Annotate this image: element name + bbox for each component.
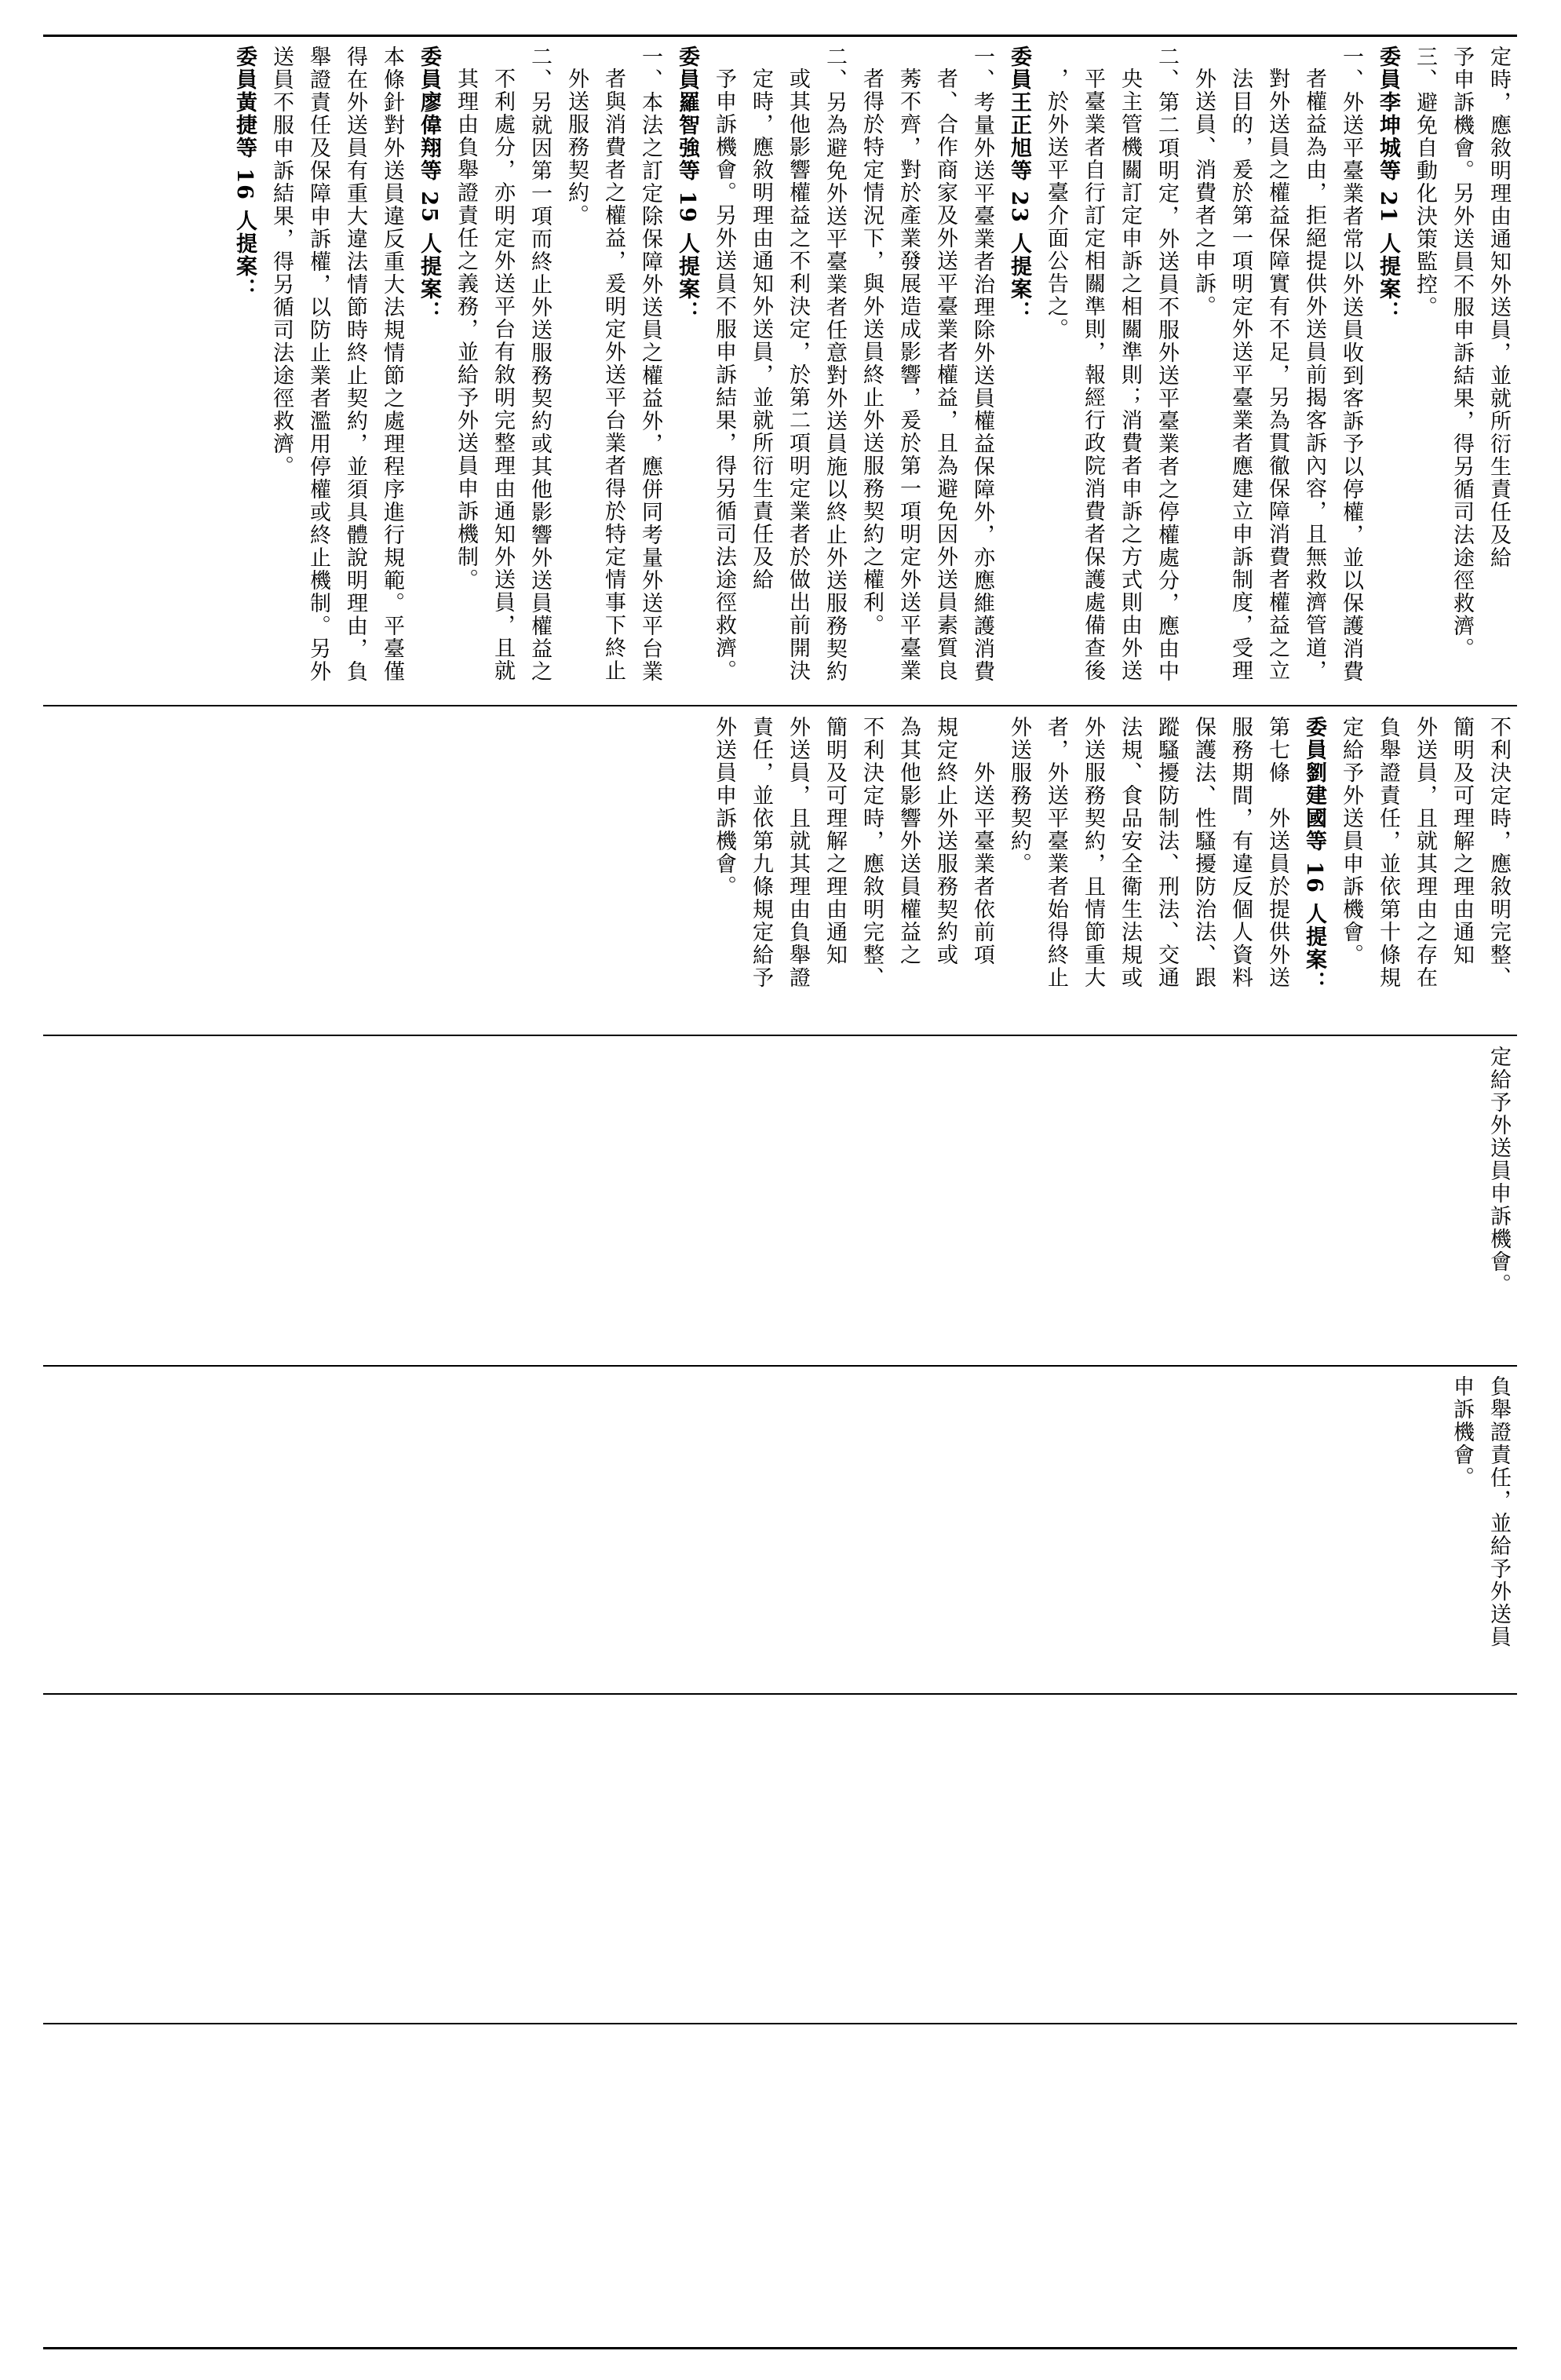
paragraph-line: 舉證責任及保障申訴權，以防止業者濫用停權或終止機制。另外	[306, 46, 330, 683]
paragraph-line: 送員不服申訴結果，得另循司法途徑救濟。	[269, 46, 294, 478]
paragraph-line: 外送服務契約，且情節重大	[1081, 716, 1105, 989]
proposal-heading: 委員李坤城等 21 人提案：	[1376, 46, 1400, 324]
paragraph-line: 法規、食品安全衛生法規或	[1118, 716, 1142, 989]
table-rule-2	[43, 1035, 1517, 1036]
paragraph-line: 蹤騷擾防制法、刑法、交通	[1154, 716, 1179, 989]
paragraph-line: 為其他影響外送員權益之	[896, 716, 921, 966]
paragraph-line: 者、合作商家及外送平臺業者權益，且為避免因外送員素質良	[933, 68, 957, 682]
paragraph-line: 責任，並依第九條規定給予	[749, 716, 773, 989]
paragraph-line: 或其他影響權益之不利決定，於第二項明定業者於做出前開決	[786, 68, 810, 682]
table-rule-top	[43, 35, 1517, 37]
proposal-text-column	[179, 716, 1517, 1028]
table-rule-bottom	[43, 2347, 1517, 2349]
paragraph-line: 予申訴機會。另外送員不服申訴結果，得另循司法途徑救濟。	[1450, 46, 1474, 660]
paragraph-line: 對外送員之權益保障實有不足，另為貫徹保障消費者權益之立	[1265, 68, 1289, 682]
paragraph-line: 外送員申訴機會。	[712, 716, 736, 898]
paragraph-line: 者權益為由，拒絕提供外送員前揭客訴內容，且無救濟管道，	[1302, 68, 1326, 682]
proposal-heading: 委員王正旭等 23 人提案：	[1007, 46, 1031, 324]
paragraph-line: 外送員，且就其理由之存在	[1413, 716, 1437, 989]
paragraph-line: 予申訴機會。另外送員不服申訴結果，得另循司法途徑救濟。	[712, 68, 736, 682]
paragraph-line: 者得於特定情況下，與外送員終止外送服務契約之權利。	[859, 68, 884, 637]
paragraph-line: 定時，應敘明理由通知外送員，並就所衍生責任及給	[1486, 46, 1511, 569]
proposal-heading: 委員黃捷等 16 人提案：	[232, 46, 257, 301]
paragraph-line: 者，外送平臺業者始得終止	[1044, 716, 1068, 989]
paragraph-line: 一、外送平臺業者常以外送員收到客訴予以停權，並以保護消費	[1339, 46, 1363, 683]
paragraph-line: 本條針對外送員違反重大法規情節之處理程序進行規範。平臺僅	[380, 46, 404, 683]
table-rule-4	[43, 1693, 1517, 1695]
paragraph-line: 得在外送員有重大違法情節時終止契約，並須具體說明理由，負	[343, 46, 367, 683]
explanation-column	[179, 46, 1517, 697]
paragraph-line: 其理由負舉證責任之義務，並給予外送員申訴機制。	[454, 68, 478, 591]
paragraph-line: 外送員、消費者之申訴。	[1191, 68, 1216, 318]
proposal-heading: 委員劉建國等 16 人提案：	[1302, 716, 1326, 995]
paragraph-line: 簡明及可理解之理由通知	[1450, 716, 1474, 966]
paragraph-line: 不利決定時，應敘明完整、	[859, 716, 884, 989]
paragraph-line: 負舉證責任，並依第十條規	[1376, 716, 1400, 989]
paragraph-line: 外送服務契約。	[1007, 716, 1031, 875]
paragraph-line: 二、另為避免外送平臺業者任意對外送員施以終止外送服務契約	[822, 46, 847, 683]
paragraph-line: 簡明及可理解之理由通知	[822, 716, 847, 966]
paragraph-line: 莠不齊，對於產業發展造成影響，爰於第一項明定外送平臺業	[896, 68, 921, 682]
paragraph-line: 者與消費者之權益，爰明定外送平台業者得於特定情事下終止	[601, 68, 625, 682]
table-rule-5	[43, 2023, 1517, 2024]
table-rule-1	[43, 705, 1517, 706]
paragraph-line: 第七條 外送員於提供外送	[1265, 716, 1289, 989]
paragraph-line: 二、另就因第一項而終止外送服務契約或其他影響外送員權益之	[527, 46, 552, 683]
committee-draft-column	[179, 1375, 1517, 1688]
paragraph-line: 外送平臺業者依前項	[970, 716, 994, 966]
current-law-column	[179, 1046, 1517, 1358]
paragraph-line: 平臺業者自行訂定相關準則，報經行政院消費者保護處備查後	[1081, 68, 1105, 682]
paragraph-line: 定給予外送員申訴機會。	[1486, 1046, 1511, 1296]
proposal-heading: 委員羅智強等 19 人提案：	[675, 46, 699, 324]
paragraph-line: 不利決定時，應敘明完整、	[1486, 716, 1511, 989]
paragraph-line: ，於外送平臺介面公告之。	[1044, 68, 1068, 341]
paragraph-line: 法目的，爰於第一項明定外送平臺業者應建立申訴制度，受理	[1228, 68, 1253, 682]
paragraph-line: 負舉證責任，並給予外送員	[1486, 1375, 1511, 1648]
paragraph-line: 央主管機關訂定申訴之相關準則；消費者申訴之方式則由外送	[1118, 68, 1142, 682]
paragraph-line: 一、考量外送平臺業者治理除外送員權益保障外，亦應維護消費	[970, 46, 994, 683]
paragraph-line: 定時，應敘明理由通知外送員，並就所衍生責任及給	[749, 68, 773, 591]
paragraph-line: 申訴機會。	[1450, 1375, 1474, 1489]
paragraph-line: 二、第二項明定，外送員不服外送平臺業者之停權處分，應由中	[1154, 46, 1179, 683]
paragraph-line: 三、避免自動化決策監控。	[1413, 46, 1437, 319]
paragraph-line: 外送員，且就其理由負舉證	[786, 716, 810, 989]
paragraph-line: 一、本法之訂定除保障外送員之權益外，應併同考量外送平台業	[638, 46, 662, 683]
table-rule-3	[43, 1365, 1517, 1367]
paragraph-line: 服務期間，有違反個人資料	[1228, 716, 1253, 989]
paragraph-line: 規定終止外送服務契約或	[933, 716, 957, 966]
paragraph-line: 外送服務契約。	[564, 68, 589, 227]
paragraph-line: 不利處分，亦明定外送平台有敘明完整理由通知外送員，且就	[491, 68, 515, 682]
paragraph-line: 保護法、性騷擾防治法、跟	[1191, 716, 1216, 989]
paragraph-line: 定給予外送員申訴機會。	[1339, 716, 1363, 966]
proposal-heading: 委員廖偉翔等 25 人提案：	[417, 46, 441, 324]
